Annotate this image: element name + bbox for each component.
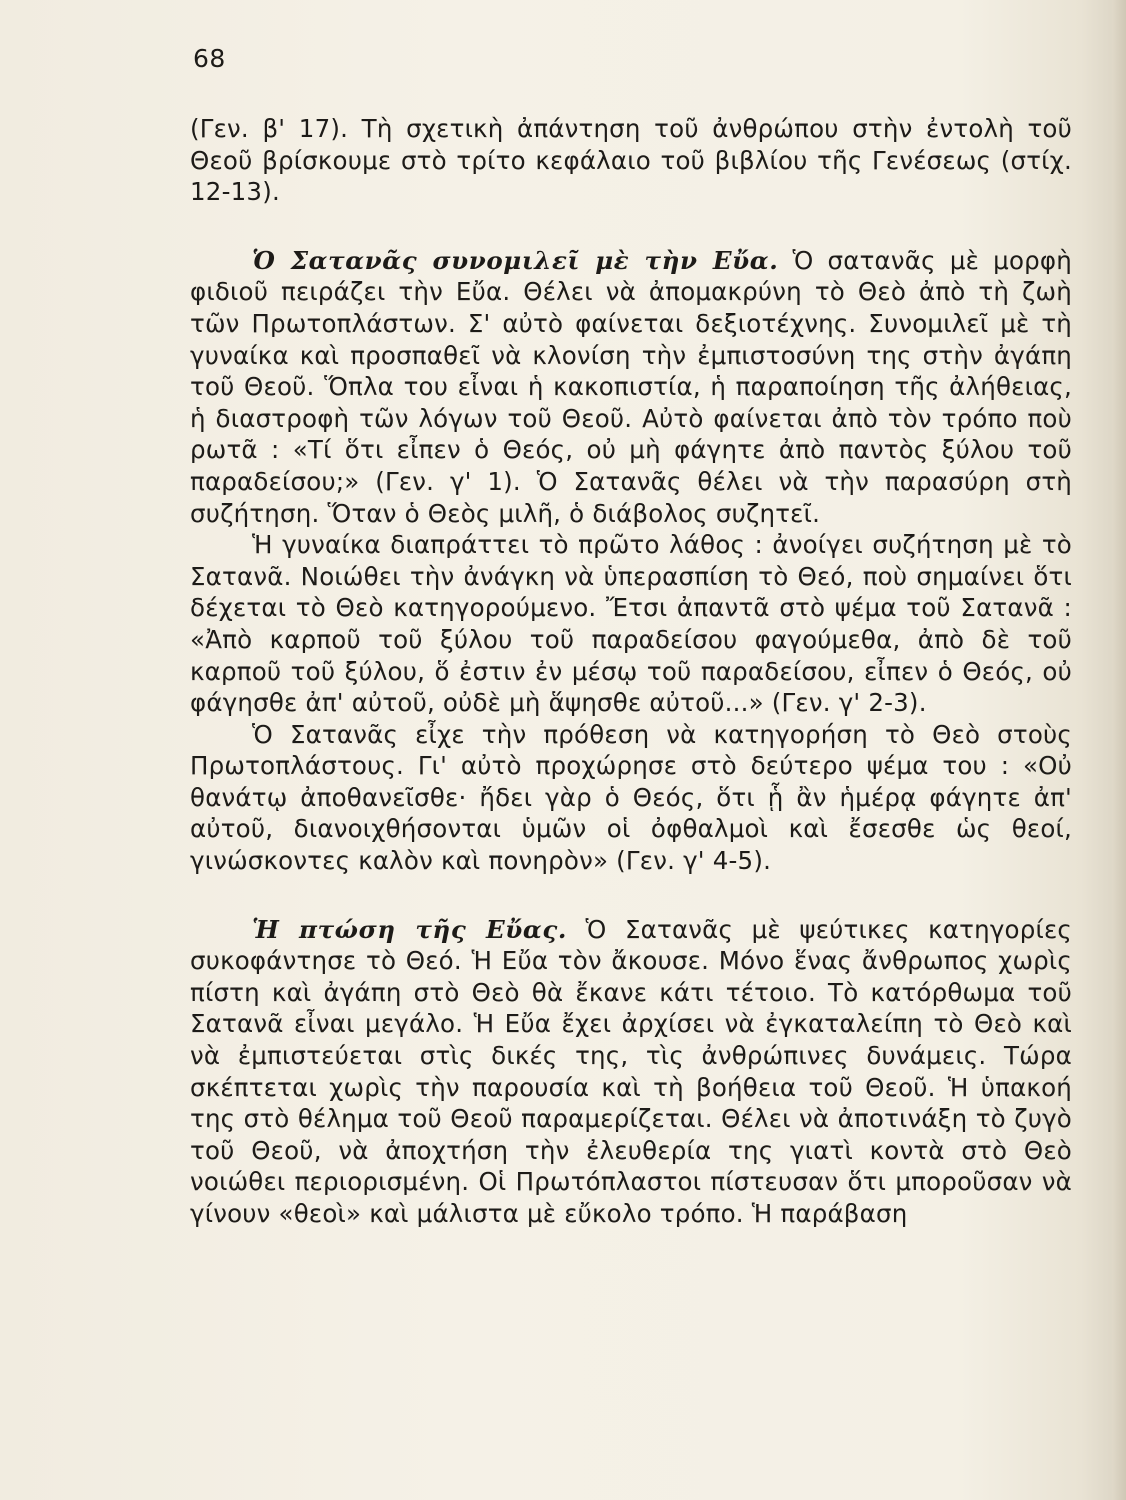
paragraph-2 xyxy=(190,245,1072,529)
book-spine-shadow xyxy=(1112,0,1126,1500)
paragraph-4 xyxy=(190,719,1072,877)
page-number: 68 xyxy=(193,44,226,73)
paragraph-3 xyxy=(190,529,1072,719)
paragraph-4-text: Ὁ Σατανᾶς εἶχε τὴν πρόθεση νὰ κατηγορήση τὸ Θεὸ στοὺς Πρωτοπλάστους. Γι' αὐτὸ προχώρησε στὸ δεύτερο ψέμα του : «Οὐ θανάτῳ ἀποθανεῖσθε· ἤδει γὰρ ὁ Θεός, ὅτι ᾗ ἂν ἡμέρᾳ φάγητε ἀπ' αὐτοῦ, διανοιχθήσονται ὑμῶν οἱ ὀφθαλμοὶ καὶ ἔσεσθε ὡς θεοί, γινώσκοντες καλὸν καὶ πονηρὸν» (Γεν. γ' 4-5). xyxy=(190,719,1072,876)
paragraph-2-text: Ὁ σατανᾶς μὲ μορφὴ φιδιοῦ πειράζει τὴν Εὔα. Θέλει νὰ ἀπομακρύνη τὸ Θεὸ ἀπὸ τὴ ζωὴ τῶν Πρωτοπλάστων. Σ' αὐτὸ φαίνεται δεξιοτέχνης. Συνομιλεῖ μὲ τὴ γυναίκα καὶ προσπαθεῖ νὰ κλονίση τὴν ἐμπιστοσύνη της στὴν ἀγάπη τοῦ Θεοῦ. Ὅπλα του εἶναι ἡ κακοπιστία, ἡ παραποίηση τῆς ἀλήθειας, ἡ διαστροφὴ τῶν λόγων τοῦ Θεοῦ. Αὐτὸ φαίνεται ἀπὸ τὸν τρόπο ποὺ ρωτᾶ : «Τί ὅτι εἶπεν ὁ Θεός, οὐ μὴ φάγητε ἀπὸ παντὸς ξύλου τοῦ παραδείσου;» (Γεν. γ' 1). Ὁ Σατανᾶς θέλει νὰ τὴν παρασύρη στὴ συζήτηση. Ὅταν ὁ Θεὸς μιλῆ, ὁ διάβολος συζητεῖ. xyxy=(190,245,1072,528)
section-heading-fall-of-eve: Ἡ πτώση τῆς Εὔας. xyxy=(252,914,567,944)
paragraph-5-text: Ὁ Σατανᾶς μὲ ψεύτικες κατηγορίες συκοφάντησε τὸ Θεό. Ἡ Εὔα τὸν ἄκουσε. Μόνο ἕνας ἄνθρωπος χωρὶς πίστη καὶ ἀγάπη στὸ Θεὸ θὰ ἔκανε κάτι τέτοιο. Τὸ κατόρθωμα τοῦ Σατανᾶ εἶναι μεγάλο. Ἡ Εὔα ἔχει ἀρχίσει νὰ ἐγκαταλείπη τὸ Θεὸ καὶ νὰ ἐμπιστεύεται στὶς δικές της, τὶς ἀνθρώπινες δυνάμεις. Τώρα σκέπτεται χωρὶς τὴν παρουσία καὶ τὴ βοήθεια τοῦ Θεοῦ. Ἡ ὑπακοή της στὸ θέλημα τοῦ Θεοῦ παραμερίζεται. Θέλει νὰ ἀποτινάξη τὸ ζυγὸ τοῦ Θεοῦ, νὰ ἀποχτήση τὴν ἐλευθερία της γιατὶ κοντὰ στὸ Θεὸ νοιώθει περιορισμένη. Οἱ Πρωτόπλαστοι πίστευσαν ὅτι μποροῦσαν νὰ γίνουν «θεοὶ» καὶ μάλιστα μὲ εὔκολο τρόπο. Ἡ παράβαση xyxy=(190,914,1072,1228)
section-heading-satan-converses: Ὁ Σατανᾶς συνομιλεῖ μὲ τὴν Εὔα. xyxy=(252,245,779,275)
paragraph-3-text: Ἡ γυναίκα διαπράττει τὸ πρῶτο λάθος : ἀνοίγει συζήτηση μὲ τὸ Σατανᾶ. Νοιώθει τὴν ἀνάγκη νὰ ὑπερασπίση τὸ Θεό, ποὺ σημαίνει ὅτι δέχεται τὸ Θεὸ κατηγορούμενο. Ἔτσι ἀπαντᾶ στὸ ψέμα τοῦ Σατανᾶ : «Ἀπὸ καρποῦ τοῦ ξύλου τοῦ παραδείσου φαγούμεθα, ἀπὸ δὲ τοῦ καρποῦ τοῦ ξύλου, ὅ ἐστιν ἐν μέσῳ τοῦ παραδείσου, εἶπεν ὁ Θεός, οὐ φάγησθε ἀπ' αὐτοῦ, οὐδὲ μὴ ἅψησθε αὐτοῦ...» (Γεν. γ' 2-3). xyxy=(190,530,1072,718)
paragraph-5 xyxy=(190,914,1072,1230)
body-text xyxy=(190,113,1072,1230)
paragraph-1-text: (Γεν. β' 17). Τὴ σχετικὴ ἀπάντηση τοῦ ἀνθρώπου στὴν ἐντολὴ τοῦ Θεοῦ βρίσκουμε στὸ τρίτο κεφάλαιο τοῦ βιβλίου τῆς Γενέσεως (στίχ. 12-13). xyxy=(190,114,1072,207)
paragraph-1 xyxy=(190,113,1072,208)
